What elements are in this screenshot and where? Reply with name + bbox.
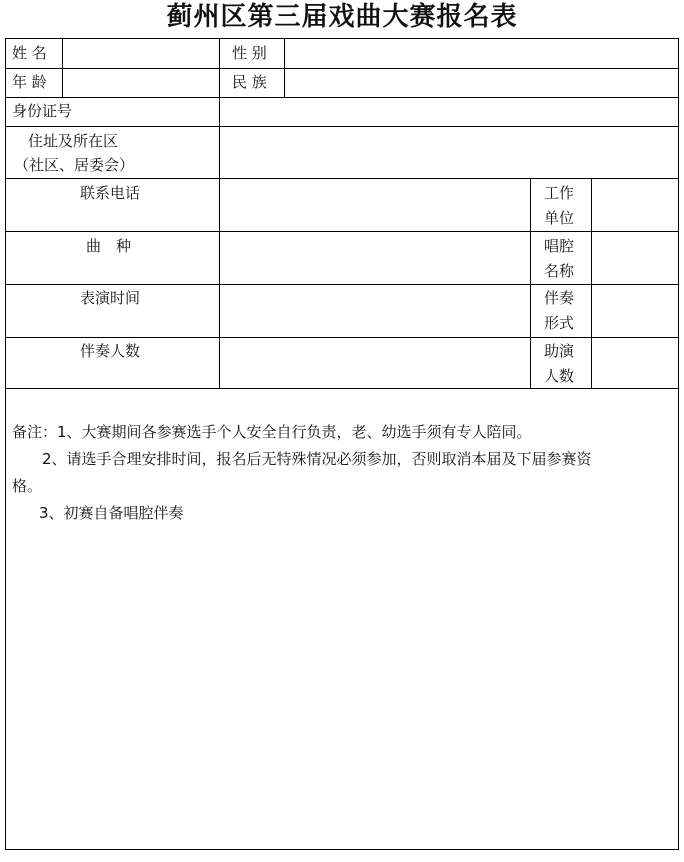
gender-field[interactable] [285, 40, 678, 67]
aria-name-field[interactable] [592, 232, 678, 283]
label-assist-count-1: 助演 [544, 342, 575, 360]
label-address-line1: 住址及所在区 [28, 132, 119, 150]
label-perform-time: 表演时间 [80, 289, 141, 307]
perform-time-field[interactable] [220, 285, 529, 336]
label-opera-type: 曲 种 [86, 237, 132, 255]
assist-count-field[interactable] [592, 338, 678, 387]
address-field[interactable] [220, 127, 678, 177]
label-aria-2: 名称 [544, 262, 575, 280]
label-work-unit-2: 单位 [544, 209, 575, 227]
label-age: 年 龄 [12, 73, 47, 91]
age-field[interactable] [63, 69, 218, 96]
label-ethnicity: 民 族 [232, 73, 267, 91]
label-address-line2: （社区、居委会） [14, 156, 135, 174]
form-title: 蓟州区第三届戏曲大赛报名表 [166, 2, 518, 32]
ethnicity-field[interactable] [285, 69, 678, 96]
label-work-unit-1: 工作 [544, 184, 575, 202]
label-phone: 联系电话 [80, 184, 141, 202]
note-line-4: 3、初赛自备唱腔伴奏 [39, 504, 184, 522]
label-aria-1: 唱腔 [544, 237, 575, 255]
name-field[interactable] [63, 40, 218, 67]
accomp-form-field[interactable] [592, 285, 678, 336]
id-number-field[interactable] [220, 98, 678, 125]
phone-field[interactable] [220, 179, 529, 230]
col-divider [530, 178, 531, 388]
label-gender: 性 别 [232, 44, 267, 62]
work-unit-field[interactable] [592, 179, 678, 230]
label-accomp-form-2: 形式 [544, 314, 575, 332]
label-accomp-form-1: 伴奏 [544, 289, 575, 307]
note-line-3: 格。 [12, 477, 43, 495]
note-line-1: 备注：1、大赛期间各参赛选手个人安全自行负责，老、幼选手须有专人陪同。 [12, 423, 532, 441]
accomp-count-field[interactable] [220, 338, 529, 387]
opera-type-field[interactable] [220, 232, 529, 283]
label-accomp-count: 伴奏人数 [80, 342, 141, 360]
note-line-2: 2、请选手合理安排时间，报名后无特殊情况必须参加，否则取消本届及下届参赛资 [42, 450, 592, 468]
label-name: 姓 名 [12, 44, 47, 62]
label-assist-count-2: 人数 [544, 367, 575, 385]
label-id-number: 身份证号 [12, 102, 73, 120]
row-divider [5, 388, 679, 389]
